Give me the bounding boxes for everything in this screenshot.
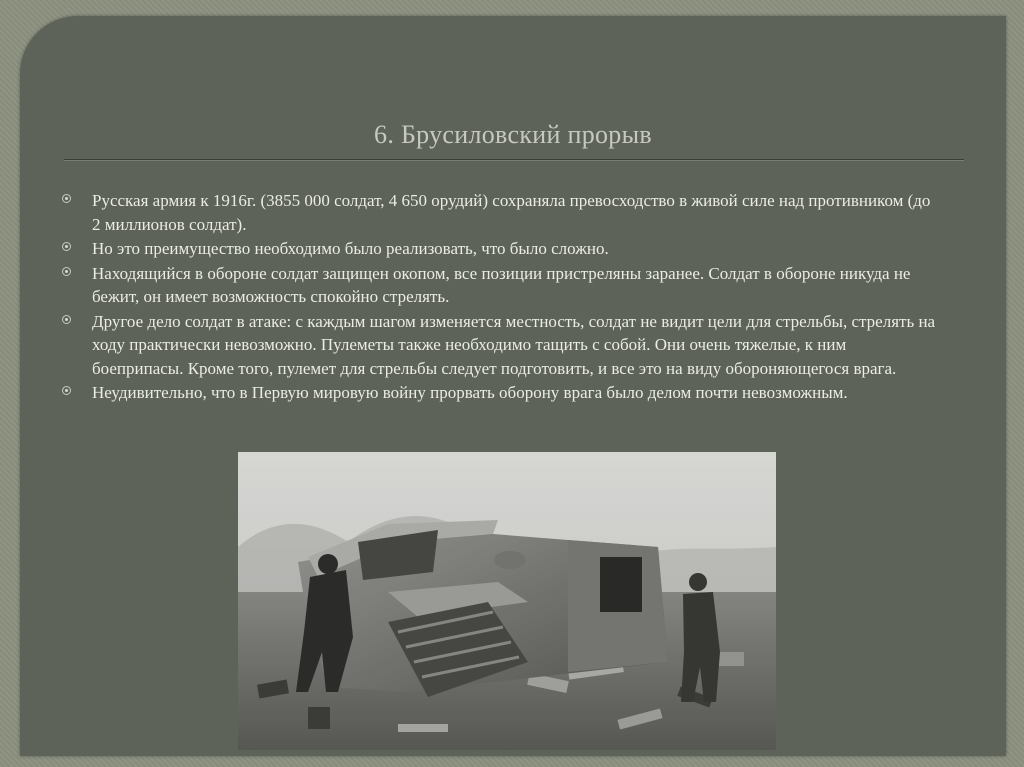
- bullet-text: Но это преимущество необходимо было реализовать, что было сложно.: [92, 239, 609, 258]
- bullet-text: Находящийся в обороне солдат защищен окопом, все позиции пристреляны заранее. Солдат в обороне никуда не бежит, он имеет возможность спокойно стрелять.: [92, 263, 911, 306]
- circle-bullet-icon: [62, 386, 71, 395]
- title-divider: [64, 159, 964, 161]
- bullet-item: [58, 262, 938, 309]
- circle-bullet-icon: [62, 315, 71, 324]
- circle-bullet-icon: [62, 194, 71, 203]
- bullet-item: [58, 310, 938, 381]
- bullet-text: Русская армия к 1916г. (3855 000 солдат, 4 650 орудий) сохраняла превосходство в живой силе над противником (до 2 миллионов солдат).: [92, 191, 931, 234]
- circle-bullet-icon: [62, 267, 71, 276]
- bullet-item: [58, 237, 938, 261]
- slide: [20, 16, 1006, 756]
- bullet-text: Неудивительно, что в Первую мировую войну прорвать оборону врага было делом почти невозможным.: [92, 383, 848, 402]
- bullet-list: [58, 189, 938, 406]
- bullet-item: [58, 189, 938, 236]
- circle-bullet-icon: [62, 242, 71, 251]
- bullet-text: Другое дело солдат в атаке: с каждым шагом изменяется местность, солдат не видит цели для стрельбы, стрелять на ходу практически невозможно. Пулеметы также необходимо тащить с собой. Они очень тяжелые, к ним боеприпасы. Кроме того, пулемет для стрельбы следует подготовить, и все это на виду обороняющегося врага.: [92, 311, 936, 378]
- slide-title: 6. Брусиловский прорыв: [374, 120, 652, 149]
- bullet-item: [58, 381, 938, 405]
- wrecked-tank-photo: [238, 452, 776, 750]
